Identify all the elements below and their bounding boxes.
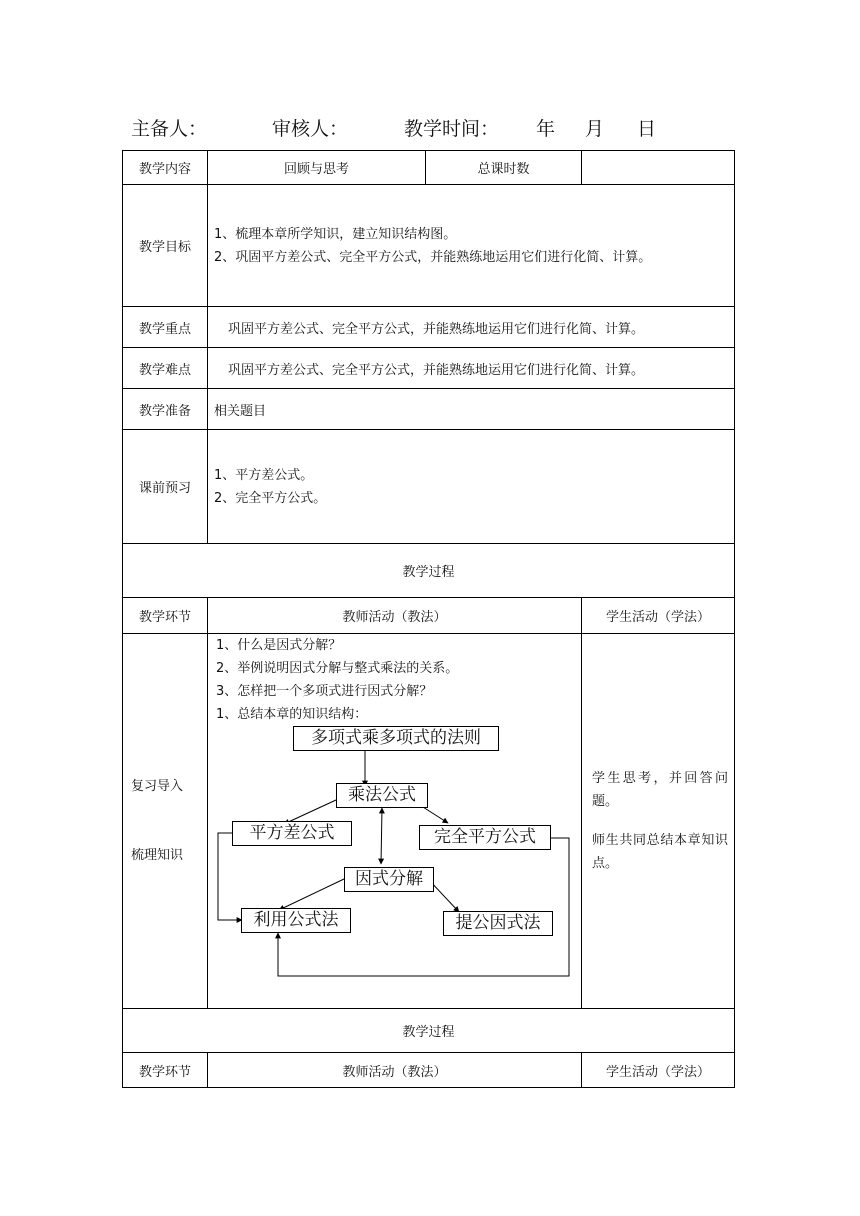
preparer-label: 主备人： (131, 118, 208, 140)
process-title-2: 教学过程 (123, 1009, 735, 1053)
day-label: 日 (637, 118, 657, 140)
col-stage-2: 教学环节 (123, 1053, 208, 1088)
teacher-item: 2、举例说明因式分解与整式乘法的关系。 (216, 661, 459, 676)
diagram-node-factor: 因式分解 (344, 867, 434, 892)
teacher-item: 1、总结本章的知识结构： (216, 707, 368, 722)
goal-row (123, 185, 735, 307)
focus-value: 巩固平方差公式、完全平方公式，并能熟练地运用它们进行化简、计算。 (208, 307, 735, 348)
stage-organize: 梳理知识 (131, 848, 184, 863)
prep-label: 教学准备 (123, 389, 208, 430)
col-stage: 教学环节 (123, 598, 208, 634)
stage-review: 复习导入 (131, 779, 184, 794)
col-teacher: 教师活动（教法） (208, 598, 582, 634)
preview-list (208, 430, 735, 544)
prep-value: 相关题目 (208, 389, 735, 430)
difficulty-row (123, 348, 735, 389)
arrow-diffsq-to-formula (218, 833, 242, 920)
content-value: 回顾与思考 (208, 151, 426, 185)
lesson-plan-table (122, 150, 735, 1088)
student-activity-cell (582, 634, 735, 1009)
month-label: 月 (585, 118, 605, 140)
diagram-node-perfectsq: 完全平方公式 (419, 825, 551, 850)
teacher-item: 3、怎样把一个多项式进行因式分解？ (216, 684, 433, 699)
time-label: 教学时间： (404, 118, 500, 140)
goal-label: 教学目标 (123, 185, 208, 307)
year-label: 年 (536, 118, 556, 140)
diagram-node-top: 多项式乘多项式的法则 (293, 726, 499, 751)
difficulty-value: 巩固平方差公式、完全平方公式，并能熟练地运用它们进行化简、计算。 (208, 348, 735, 389)
diagram-node-diffsq: 平方差公式 (232, 821, 352, 846)
preview-label: 课前预习 (123, 430, 208, 544)
arrow-perfectsq-to-formula (278, 838, 569, 976)
process-title-row-2 (123, 1009, 735, 1053)
col-student: 学生活动（学法） (582, 598, 735, 634)
content-label: 教学内容 (123, 151, 208, 185)
diagram-node-common-factor: 提公因式法 (443, 911, 553, 936)
stage-cell (123, 634, 208, 1009)
process-body-row (123, 634, 735, 1009)
goal-item: 1、梳理本章所学知识，建立知识结构图。 (214, 226, 457, 242)
document-header (0, 114, 860, 142)
teacher-activity-cell (208, 634, 582, 1009)
total-hours-label: 总课时数 (426, 151, 582, 185)
prep-row (123, 389, 735, 430)
teacher-item: 1、什么是因式分解？ (216, 638, 342, 653)
content-row (123, 151, 735, 185)
process-title-row (123, 544, 735, 598)
process-header-row (123, 598, 735, 634)
goal-item: 2、巩固平方差公式、完全平方公式，并能熟练地运用它们进行化简、计算。 (214, 249, 652, 265)
process-header-row-2 (123, 1053, 735, 1088)
preview-item: 2、完全平方公式。 (214, 490, 327, 506)
focus-row (123, 307, 735, 348)
diagram-node-mult: 乘法公式 (336, 783, 428, 808)
preview-item: 1、平方差公式。 (214, 467, 314, 483)
arrow-mult-factor (381, 808, 382, 864)
goal-list (208, 185, 735, 307)
col-teacher-2: 教师活动（教法） (208, 1053, 582, 1088)
preview-row (123, 430, 735, 544)
student-item: 学生思考，并回答问题。 (592, 771, 728, 809)
student-item: 师生共同总结本章知识点。 (592, 833, 728, 871)
reviewer-label: 审核人： (272, 118, 349, 140)
difficulty-label: 教学难点 (123, 348, 208, 389)
total-hours-value (582, 151, 735, 185)
process-title: 教学过程 (123, 544, 735, 598)
knowledge-structure-diagram (216, 726, 576, 1008)
arrow-factor-to-formula (279, 879, 344, 910)
col-student-2: 学生活动（学法） (582, 1053, 735, 1088)
focus-label: 教学重点 (123, 307, 208, 348)
diagram-node-use-formula: 利用公式法 (241, 908, 351, 933)
